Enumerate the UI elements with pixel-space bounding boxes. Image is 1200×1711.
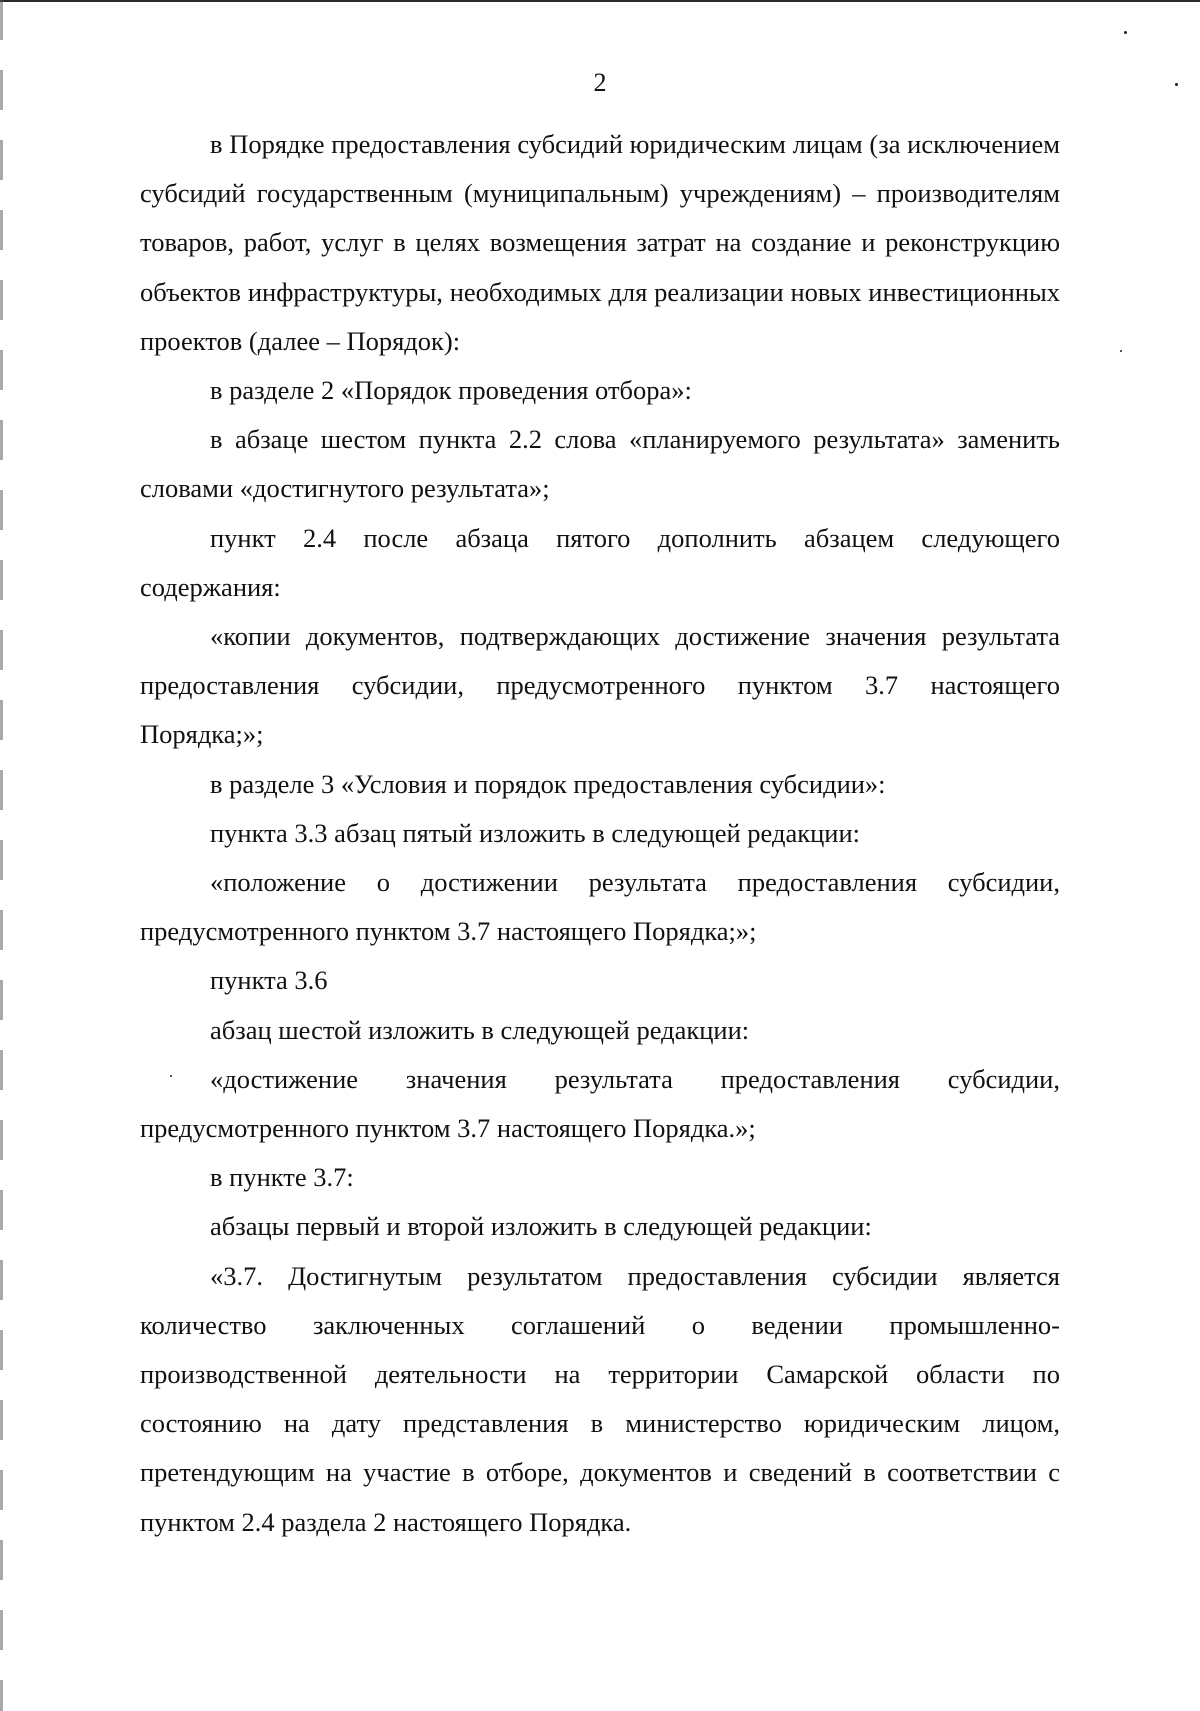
left-scan-edge: [0, 0, 3, 1711]
document-body: [140, 120, 1060, 1547]
paragraph: пункта 3.3 абзац пятый изложить в следующей редакции:: [210, 817, 861, 848]
paragraph: пункта 3.6: [210, 965, 328, 996]
paragraph: в разделе 3 «Условия и порядок предоставления субсидии»:: [210, 768, 886, 799]
paragraph: «достижение значения результата предоставления субсидии, предусмотренного пунктом 3.7 настоящего Порядка.»;: [140, 1063, 1060, 1144]
paragraph: «положение о достижении результата предоставления субсидии, предусмотренного пунктом 3.7 настоящего Порядка;»;: [140, 867, 1060, 947]
paragraph: абзац шестой изложить в следующей редакции:: [210, 1014, 750, 1045]
paragraph: «3.7. Достигнутым результатом предоставления субсидии является количество заключенных соглашений о ведении промышленно-производственной деятельности на территории Самарской области по состоянию на дату представления в министерство юридическим лицом, претендующим на участие в отборе, документов и сведений в соответствии с пунктом 2.4 раздела 2 настоящего Порядка.: [140, 1260, 1060, 1537]
paragraph: в Порядке предоставления субсидий юридическим лицам (за исключением субсидий государственным (муниципальным) учреждениям) – производителям товаров, работ, услуг в целях возмещения затрат на создание и реконструкцию объектов инфраструктуры, необходимых для реализации новых инвестиционных проектов (далее – Порядок):: [140, 129, 1060, 356]
paragraph: «копии документов, подтверждающих достижение значения результата предоставления субсидии, предусмотренного пунктом 3.7 настоящего Порядка;»;: [140, 621, 1060, 750]
paragraph: в разделе 2 «Порядок проведения отбора»:: [210, 375, 692, 406]
paragraph: абзацы первый и второй изложить в следующей редакции:: [210, 1211, 872, 1242]
scan-speck: [1120, 350, 1122, 352]
paragraph: в пункте 3.7:: [210, 1162, 354, 1193]
paragraph: в абзаце шестом пункта 2.2 слова «планируемого результата» заменить словами «достигнутого результата»;: [140, 424, 1060, 504]
top-scan-edge: [0, 0, 1200, 2]
page-number: 2: [593, 68, 607, 97]
scan-speck: [1124, 31, 1127, 34]
paragraph: пункт 2.4 после абзаца пятого дополнить абзацем следующего содержания:: [140, 522, 1060, 602]
